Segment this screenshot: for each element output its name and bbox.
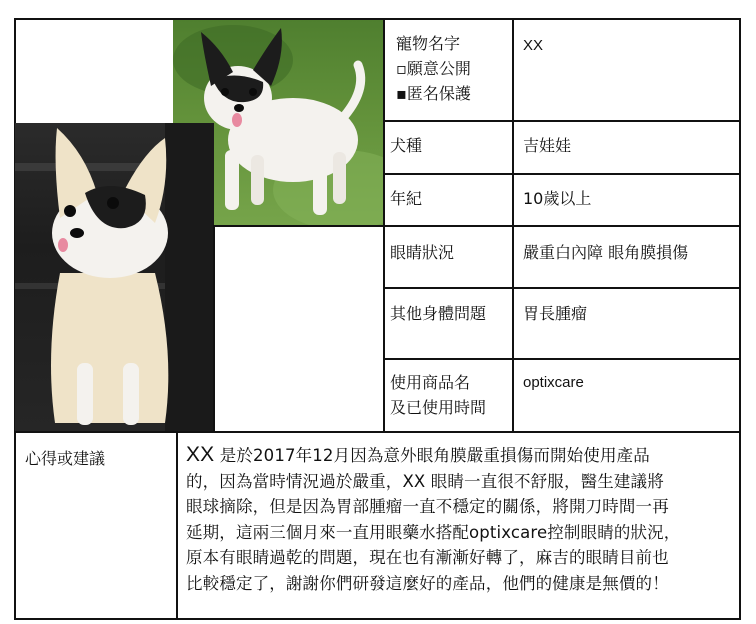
option-public-checkbox[interactable]: ▫願意公開 xyxy=(396,59,471,78)
product-label-line1: 使用商品名 xyxy=(390,373,471,392)
breed-value: 吉娃娃 xyxy=(523,136,572,155)
product-value: optixcare xyxy=(523,374,584,391)
feedback-lead: XX xyxy=(186,443,215,466)
grid-line xyxy=(176,431,178,620)
grid-line xyxy=(213,225,215,433)
eye-condition-value: 嚴重白內障 眼角膜損傷 xyxy=(523,243,689,262)
grid-line xyxy=(383,173,741,175)
other-issues-label: 其他身體問題 xyxy=(390,304,487,323)
age-value: 10歲以上 xyxy=(523,189,592,208)
age-label: 年紀 xyxy=(390,189,423,208)
grid-line xyxy=(14,431,741,433)
grid-line xyxy=(383,225,741,227)
pet-name-label: 寵物名字 xyxy=(396,34,461,53)
product-label-line2: 及已使用時間 xyxy=(390,398,487,417)
eye-condition-label: 眼睛狀況 xyxy=(390,243,455,262)
feedback-label: 心得或建議 xyxy=(25,449,106,468)
feedback-text xyxy=(186,442,736,597)
grid-line xyxy=(383,358,741,360)
pet-name-value: XX xyxy=(523,37,544,54)
option-anonymous-checkbox[interactable]: ▪匿名保護 xyxy=(396,84,471,103)
product-label-cell xyxy=(390,370,486,420)
grid-line xyxy=(214,225,384,227)
breed-label: 犬種 xyxy=(390,136,423,155)
pet-name-label-cell xyxy=(396,31,471,106)
other-issues-value: 胃長腫瘤 xyxy=(523,304,588,323)
chihuahua-sitting-image xyxy=(15,123,214,433)
grid-line xyxy=(383,287,741,289)
feedback-body: 是於2017年12月因為意外眼角膜嚴重損傷而開始使用產品 的，因為當時情況過於嚴重，XX 眼睛一直很不舒服，醫生建議將 眼球摘除，但是因為胃部腫瘤一直不穩定的關係，將開刀時間一再 延期，這兩三個月來一直用眼藥水搭配optixcare控制眼睛的狀況， 原本有眼睛過乾的問題，現在也有漸漸好轉了，麻吉的眼睛目前也 比較穩定了，謝謝你們研發這麼好的產品，他們的健康是無價的！ xyxy=(186,446,681,593)
grid-line xyxy=(383,120,741,122)
dog-photo-seat xyxy=(15,123,214,433)
